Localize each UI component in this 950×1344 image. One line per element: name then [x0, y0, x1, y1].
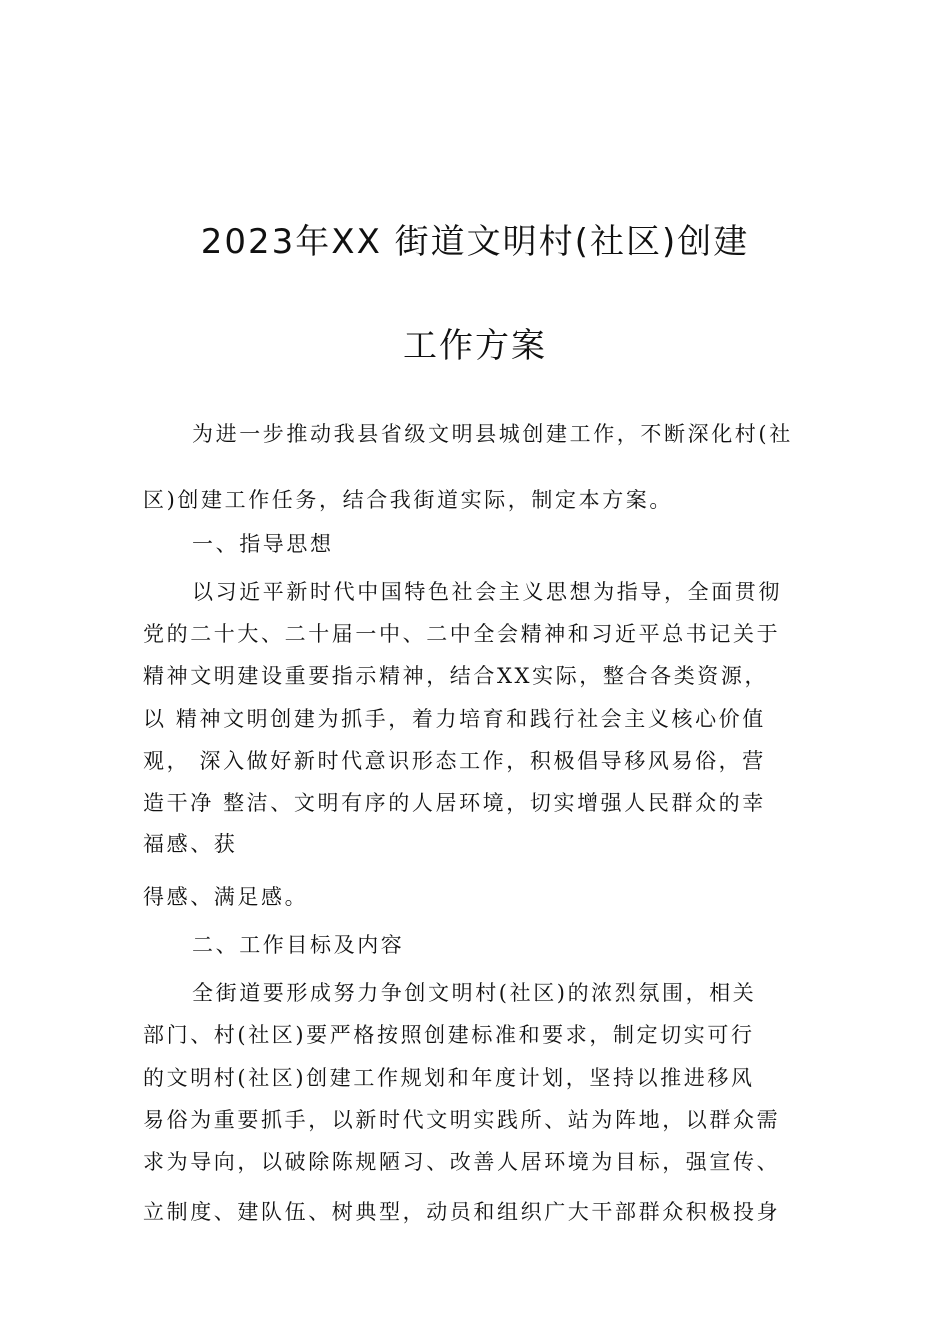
section-heading: 二、工作目标及内容 [192, 933, 405, 957]
paragraph-line: 以习近平新时代中国特色社会主义思想为指导，全面贯彻 [192, 580, 782, 604]
paragraph-line: 得感、满足感。 [143, 885, 309, 909]
section-heading: 一、指导思想 [192, 532, 334, 556]
paragraph-line: 全街道要形成努力争创文明村(社区)的浓烈氛围，相关 [192, 981, 757, 1005]
paragraph-line: 区)创建工作任务，结合我街道实际，制定本方案。 [143, 488, 673, 512]
document-title-line-1: 2023年XX 街道文明村(社区)创建 [200, 222, 750, 262]
paragraph-line: 的文明村(社区)创建工作规划和年度计划，坚持以推进移风 [143, 1066, 755, 1090]
paragraph-line: 部门、村(社区)要严格按照创建标准和要求，制定切实可行 [143, 1023, 755, 1047]
paragraph-line: 福感、获 [143, 832, 238, 856]
paragraph-line: 精神文明建设重要指示精神，结合XX实际，整合各类资源， [143, 664, 769, 688]
paragraph-line: 为进一步推动我县省级文明县城创建工作，不断深化村(社 [192, 422, 793, 446]
paragraph-line: 党的二十大、二十届一中、二中全会精神和习近平总书记关于 [143, 622, 781, 646]
paragraph-line: 观， 深入做好新时代意识形态工作，积极倡导移风易俗，营 [143, 749, 766, 773]
paragraph-line: 求为导向，以破除陈规陋习、改善人居环境为目标，强宣传、 [143, 1150, 781, 1174]
paragraph-line: 以 精神文明创建为抓手，着力培育和践行社会主义核心价值 [143, 707, 766, 731]
paragraph-line: 造干净 整洁、文明有序的人居环境，切实增强人民群众的幸 [143, 791, 766, 815]
paragraph-line: 易俗为重要抓手，以新时代文明实践所、站为阵地，以群众需 [143, 1108, 781, 1132]
document-title-line-2: 工作方案 [403, 326, 547, 366]
paragraph-line: 立制度、建队伍、树典型，动员和组织广大干部群众积极投身 [143, 1200, 781, 1224]
